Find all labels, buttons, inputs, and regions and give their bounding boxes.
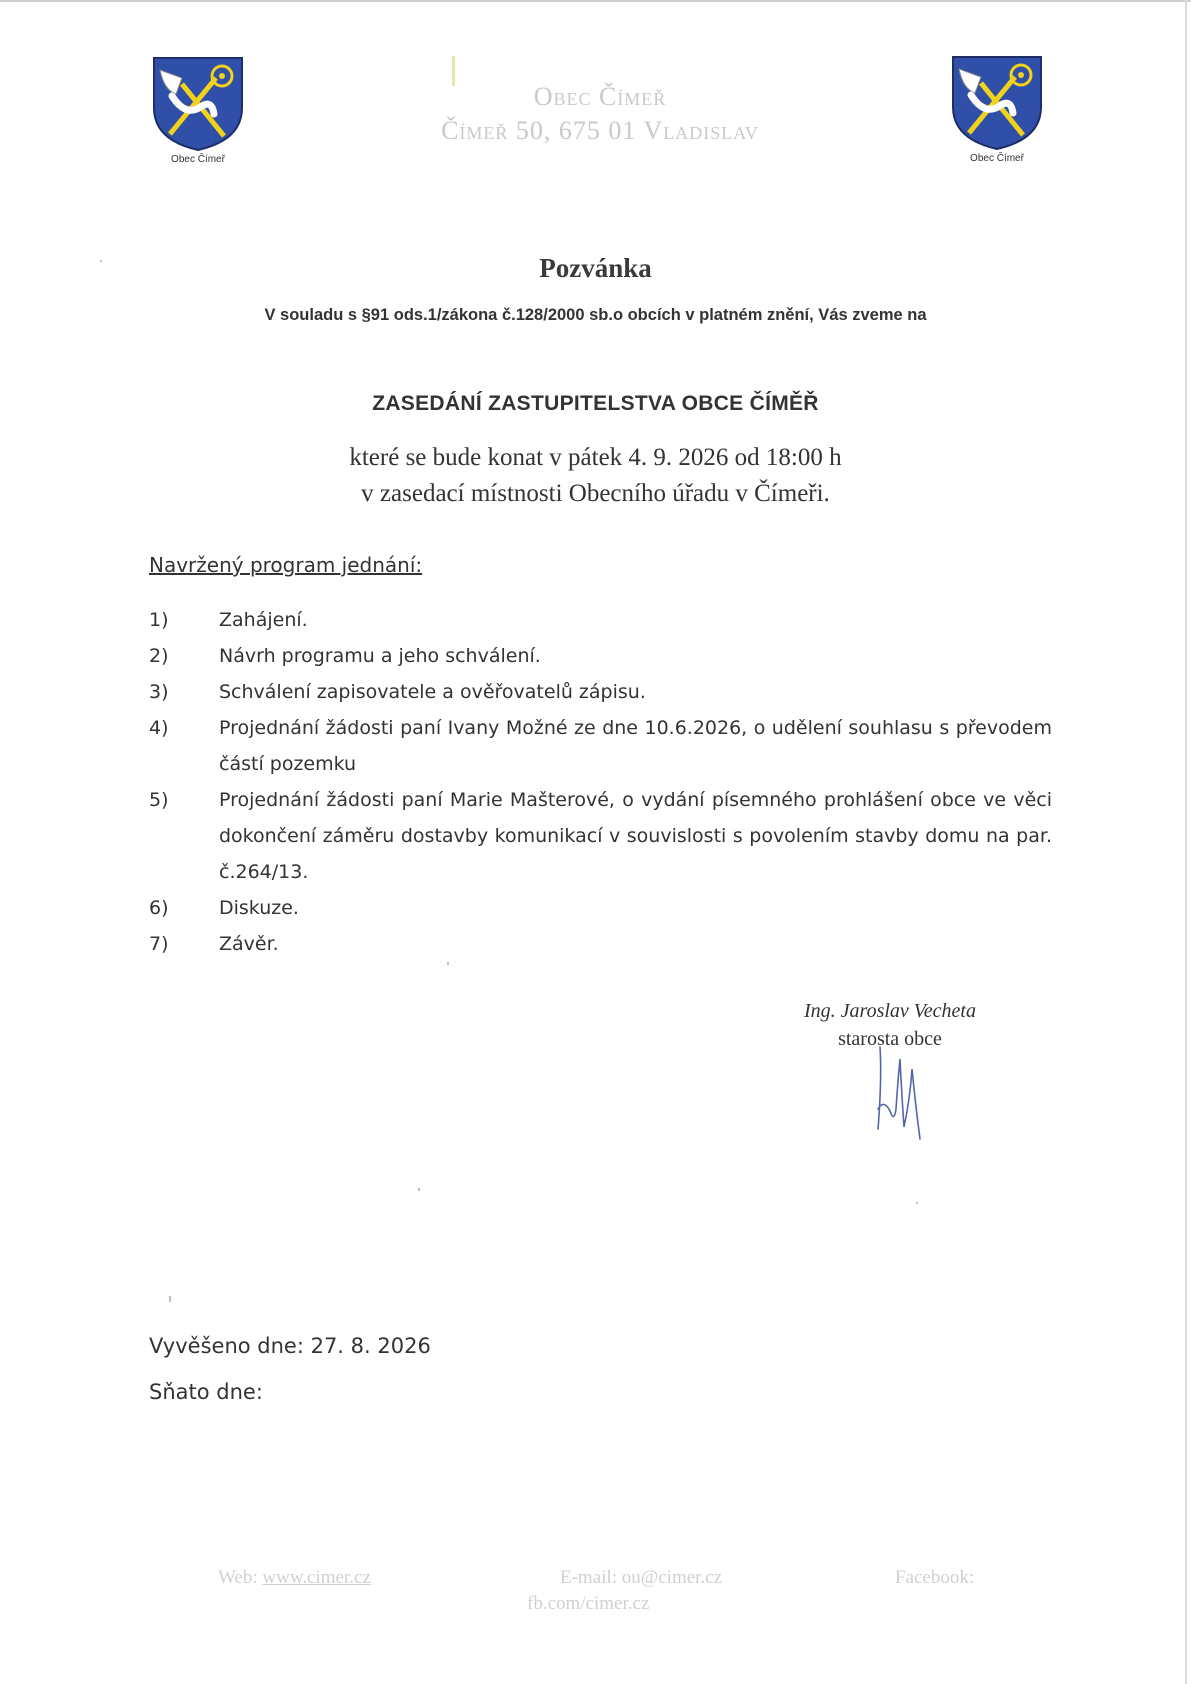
agenda-text: Schválení zapisovatele a ověřovatelů zápisu. [219,681,646,703]
letterhead [330,80,870,148]
signatory-name: Ing. Jaroslav Vecheta [804,1000,976,1022]
footer-email[interactable]: E-mail: ou@cimer.cz [560,1567,723,1588]
meeting-place: v zasedací místnosti Obecního úřadu v Čímeři. [361,480,830,507]
agenda-item [149,602,1052,638]
coat-of-arms-caption: Obec Čímeř [171,154,225,165]
meeting-time: které se bude konat v pátek 4. 9. 2026 od 18:00 h [349,444,842,471]
agenda-text: Diskuze. [219,897,299,919]
legal-basis: V souladu s §91 ods.1/zákona č.128/2000 sb.o obcích v platném znění, Vás zveme na [264,306,927,324]
coat-of-arms-caption: Obec Čímeř [970,153,1024,164]
agenda-number: 7) [149,933,169,955]
coat-of-arms-left [148,56,248,165]
footer-facebook-label: Facebook: [895,1567,975,1588]
coat-of-arms-icon [951,55,1043,151]
signatory-role: starosta obce [838,1028,942,1050]
signature-block [780,997,1000,1053]
agenda-item [149,782,1052,890]
agenda-number: 5) [149,789,169,811]
footer-facebook-link[interactable]: fb.com/cimer.cz [527,1593,650,1614]
agenda-item [149,674,1052,710]
scan-speck [447,962,449,965]
agenda-number: 3) [149,681,169,703]
agenda-number: 6) [149,897,169,919]
posted-date: Vyvěšeno dne: 27. 8. 2026 [149,1334,431,1358]
handwritten-signature [860,1039,950,1149]
scan-speck [916,1202,918,1204]
agenda-number: 2) [149,645,169,667]
agenda-number: 4) [149,717,169,739]
agenda-item [149,638,1052,674]
scan-mark [452,56,455,86]
agenda-text: Projednání žádosti paní Marie Mašterové, o vydání písemného prohlášení obce ve věci dokončení záměru dostavby komunikací v souvislosti s povolením stavby domu na par. č.264/13. [219,789,1052,883]
scan-speck [100,260,102,262]
coat-of-arms-icon [152,56,244,152]
removed-date: Sňato dne: [149,1380,263,1404]
agenda-text: Závěr. [219,933,279,955]
agenda-list [149,602,1052,962]
footer-web-label: Web: [218,1567,258,1588]
municipality-name: Obec Čímeř [533,82,667,111]
program-heading: Navržený program jednání: [149,553,423,577]
coat-of-arms-right [947,55,1047,164]
agenda-item [149,890,1052,926]
meeting-heading: ZASEDÁNÍ ZASTUPITELSTVA OBCE ČÍMĚŘ [372,392,819,415]
agenda-item [149,926,1052,962]
agenda-text: Projednání žádosti paní Ivany Možné ze dne 10.6.2026, o udělení souhlasu s převodem částí pozemku [219,717,1052,775]
agenda-item [149,710,1052,782]
agenda-number: 1) [149,609,169,631]
footer-web-link[interactable]: www.cimer.cz [262,1567,371,1588]
scan-speck [169,1296,171,1302]
scan-speck [418,1188,420,1191]
meeting-time-place [0,440,1191,512]
agenda-text: Návrh programu a jeho schválení. [219,645,541,667]
footer-web [218,1567,371,1589]
agenda-text: Zahájení. [219,609,308,631]
municipality-address: Čímeř 50, 675 01 Vladislav [441,116,759,145]
document-title: Pozvánka [539,253,652,283]
